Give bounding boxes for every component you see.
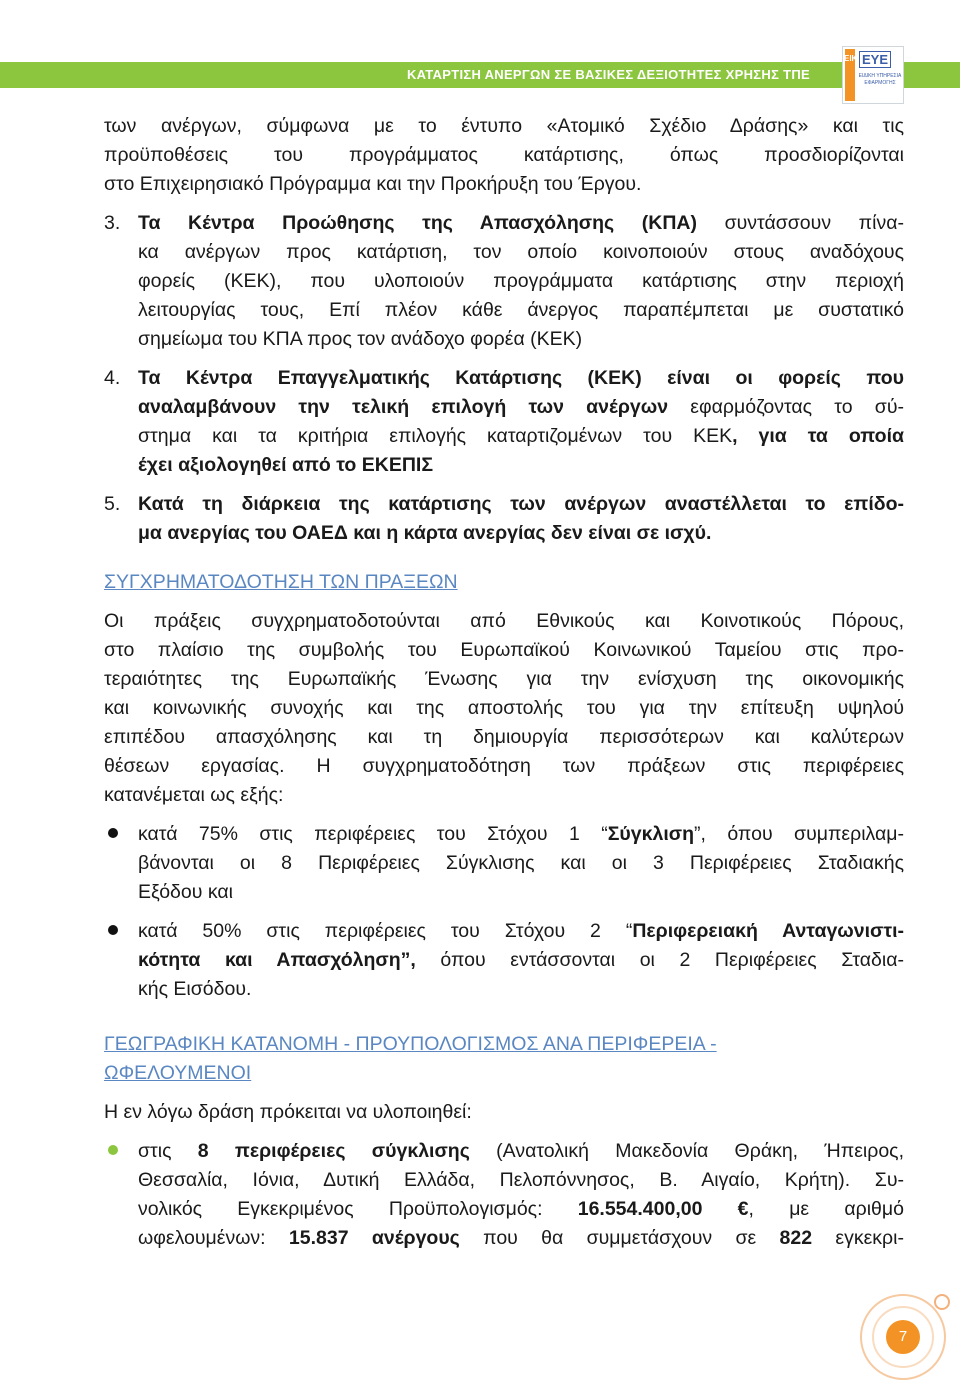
logo-main-text: ΕΥΕ bbox=[859, 51, 891, 68]
header-title: ΚΑΤΑΡΤΙΣΗ ΑΝΕΡΓΩΝ ΣΕ ΒΑΣΙΚΕΣ ΔΕΞΙΟΤΗΤΕΣ ΧΡΗΣΗΣ ΤΠΕ bbox=[406, 67, 810, 82]
section-heading-cofinancing: ΣΥΓΧΡΗΜΑΤΟΔΟΤΗΣΗ ΤΩΝ ΠΡΑΞΕΩΝ bbox=[104, 571, 458, 593]
section-heading-geographic: ΓΕΩΓΡΑΦΙΚΗ ΚΑΤΑΝΟΜΗ - ΠΡΟΥΠΟΛΟΓΙΣΜΟΣ ΑΝΑ ΠΕΡΙΦΕΡΕΙΑ - bbox=[104, 1033, 717, 1055]
text-line: στο πλαίσιο της συμβολής του Ευρωπαϊκού Κοινωνικού Ταμείου στις προ- bbox=[104, 639, 904, 661]
bullet-dot-icon bbox=[104, 820, 138, 849]
bullet-item-objective-2 bbox=[104, 917, 904, 1004]
text-span: στημα και τα κριτήρια επιλογής καταρτιζομένων του ΚΕΚ bbox=[138, 425, 733, 447]
bold-text: € bbox=[702, 1198, 749, 1220]
bold-text: Τα Κέντρα Επαγγελματικής Κατάρτισης (ΚΕΚ) είναι οι φορείς που bbox=[138, 367, 904, 389]
text-span: εγκεκρι- bbox=[812, 1227, 904, 1249]
item-number: 3. bbox=[104, 212, 121, 234]
text-line: και κοινωνικής συνοχής και της αποστολής του για την επίτευξη υψηλού bbox=[104, 697, 904, 719]
bold-text: 16.554.400,00 bbox=[577, 1198, 703, 1220]
text-line: στο Επιχειρησιακό Πρόγραμμα και την Προκήρυξη του Έργου. bbox=[104, 173, 642, 195]
bold-text: , για τα οποία bbox=[732, 425, 904, 447]
text-line bbox=[104, 422, 904, 451]
text-span: συντάσσουν πίνα- bbox=[696, 212, 904, 234]
numbered-item-4 bbox=[104, 364, 904, 480]
text-line: τεραιότητες της Ευρωπαϊκής Ένωσης για την ενίσχυση της οικονομικής bbox=[104, 668, 904, 690]
eye-logo bbox=[842, 46, 904, 104]
text-line bbox=[104, 490, 904, 519]
bold-text: Περιφερειακή Ανταγωνιστι- bbox=[632, 920, 904, 942]
bold-text: Σύγκλιση bbox=[607, 823, 695, 845]
text-span: , με αριθμό bbox=[748, 1198, 904, 1220]
bold-text: κότητα και Απασχόληση”, bbox=[138, 949, 416, 971]
bold-text: Κατά τη διάρκεια της κατάρτισης των ανέργων αναστέλλεται το επίδο- bbox=[138, 493, 904, 515]
bold-text: μα ανεργίας του ΟΑΕΔ και η κάρτα ανεργίας δεν είναι σε ισχύ. bbox=[138, 522, 712, 544]
text-line bbox=[104, 1195, 904, 1224]
text-line: Εξόδου και bbox=[138, 881, 233, 903]
text-line: Θεσσαλία, Ιόνια, Δυτική Ελλάδα, Πελοπόννησος, Β. Αιγαίο, Κρήτη). Συ- bbox=[138, 1169, 904, 1191]
bullet-item-objective-1 bbox=[104, 820, 904, 907]
cofinancing-paragraph bbox=[104, 607, 904, 810]
page-content bbox=[104, 112, 904, 1253]
text-line bbox=[104, 1224, 904, 1253]
text-line bbox=[104, 451, 904, 480]
text-span: που θα συμμετάσχουν σε bbox=[459, 1227, 780, 1249]
bold-text: αναλαμβάνουν την τελική επιλογή των ανέργων bbox=[138, 396, 669, 418]
item-number: 5. bbox=[104, 493, 121, 515]
text-span: (Ανατολική Μακεδονία Θράκη, Ήπειρος, bbox=[469, 1140, 904, 1162]
text-line bbox=[104, 519, 904, 548]
text-span: ”, όπου συμπεριλαμ- bbox=[694, 823, 904, 845]
text-span: εφαρμόζοντας το σύ- bbox=[668, 396, 904, 418]
numbered-item-5 bbox=[104, 490, 904, 548]
text-line: σημείωμα του ΚΠΑ προς τον ανάδοχο φορέα (ΚΕΚ) bbox=[138, 328, 583, 350]
text-line bbox=[104, 364, 904, 393]
bold-text: 8 περιφέρειες σύγκλισης bbox=[197, 1140, 470, 1162]
text-line bbox=[104, 393, 904, 422]
text-span: νολικός Εγκεκριμένος Προϋπολογισμός: bbox=[138, 1198, 578, 1220]
text-line: φορείς (ΚΕΚ), που υλοποιούν προγράμματα κατάρτισης στην περιοχή bbox=[138, 270, 904, 292]
text-line bbox=[104, 946, 904, 975]
text-line: Η εν λόγω δράση πρόκειται να υλοποιηθεί: bbox=[104, 1101, 472, 1123]
section-heading-geographic-cont: ΩΦΕΛΟΥΜΕΝΟΙ bbox=[104, 1062, 252, 1084]
text-line: κής Εισόδου. bbox=[138, 978, 252, 1000]
item-number: 4. bbox=[104, 367, 121, 389]
bullet-item-regions bbox=[104, 1137, 904, 1253]
text-line: των ανέργων, σύμφωνα με το έντυπο «Ατομικό Σχέδιο Δράσης» και τις bbox=[104, 115, 904, 137]
text-line: Οι πράξεις συγχρηματοδοτούνται από Εθνικούς και Κοινοτικούς Πόρους, bbox=[104, 610, 904, 632]
decorative-ring bbox=[934, 1294, 950, 1310]
text-line: λειτουργίας τους, Επί πλέον κάθε άνεργος παραπέμπεται με συστατικό bbox=[138, 299, 904, 321]
text-line: θέσεων εργασίας. Η συγχρηματοδότηση των πράξεων στις περιφέρειες bbox=[104, 755, 904, 777]
text-line bbox=[104, 820, 904, 849]
text-line bbox=[104, 209, 904, 238]
page-number: 7 bbox=[886, 1320, 920, 1354]
text-line: κα ανέργων προς κατάρτιση, τον οποίο κοινοποιούν στους αναδόχους bbox=[138, 241, 904, 263]
logo-vertical-text: ΕΙΚΤ bbox=[844, 54, 863, 63]
text-span: ωφελουμένων: bbox=[138, 1227, 289, 1249]
page-number-badge bbox=[856, 1290, 960, 1386]
bold-text: έχει αξιολογηθεί από το ΕΚΕΠΙΣ bbox=[138, 454, 434, 476]
intro-paragraph bbox=[104, 112, 904, 199]
bold-text: 15.837 ανέργους bbox=[288, 1227, 460, 1249]
bold-text: 822 bbox=[779, 1227, 813, 1249]
text-line: επιπέδου απασχόλησης και τη δημιουργία περισσότερων και καλύτερων bbox=[104, 726, 904, 748]
text-line: προϋποθέσεις του προγράμματος κατάρτισης, όπως προσδιορίζονται bbox=[104, 144, 904, 166]
text-span: στις bbox=[138, 1140, 198, 1162]
text-span: κατά 75% στις περιφέρειες του Στόχου 1 “ bbox=[138, 823, 608, 845]
text-span: όπου εντάσσονται οι 2 Περιφέρειες Σταδια- bbox=[415, 949, 904, 971]
text-span: κατά 50% στις περιφέρειες του Στόχου 2 “ bbox=[138, 920, 633, 942]
logo-sub-text: ΕΙΔΙΚΗ ΥΠΗΡΕΣΙΑ ΕΦΑΡΜΟΓΗΣ bbox=[858, 73, 902, 86]
text-line: κατανέμεται ως εξής: bbox=[104, 784, 284, 806]
text-line bbox=[104, 917, 904, 946]
bold-text: Τα Κέντρα Προώθησης της Απασχόλησης (ΚΠΑ) bbox=[138, 212, 697, 234]
numbered-item-3 bbox=[104, 209, 904, 354]
text-line: βάνονται οι 8 Περιφέρειες Σύγκλισης και οι 3 Περιφέρειες Σταδιακής bbox=[138, 852, 904, 874]
bullet-dot-icon bbox=[104, 1137, 138, 1166]
bullet-dot-icon bbox=[104, 917, 138, 946]
text-line bbox=[104, 1137, 904, 1166]
